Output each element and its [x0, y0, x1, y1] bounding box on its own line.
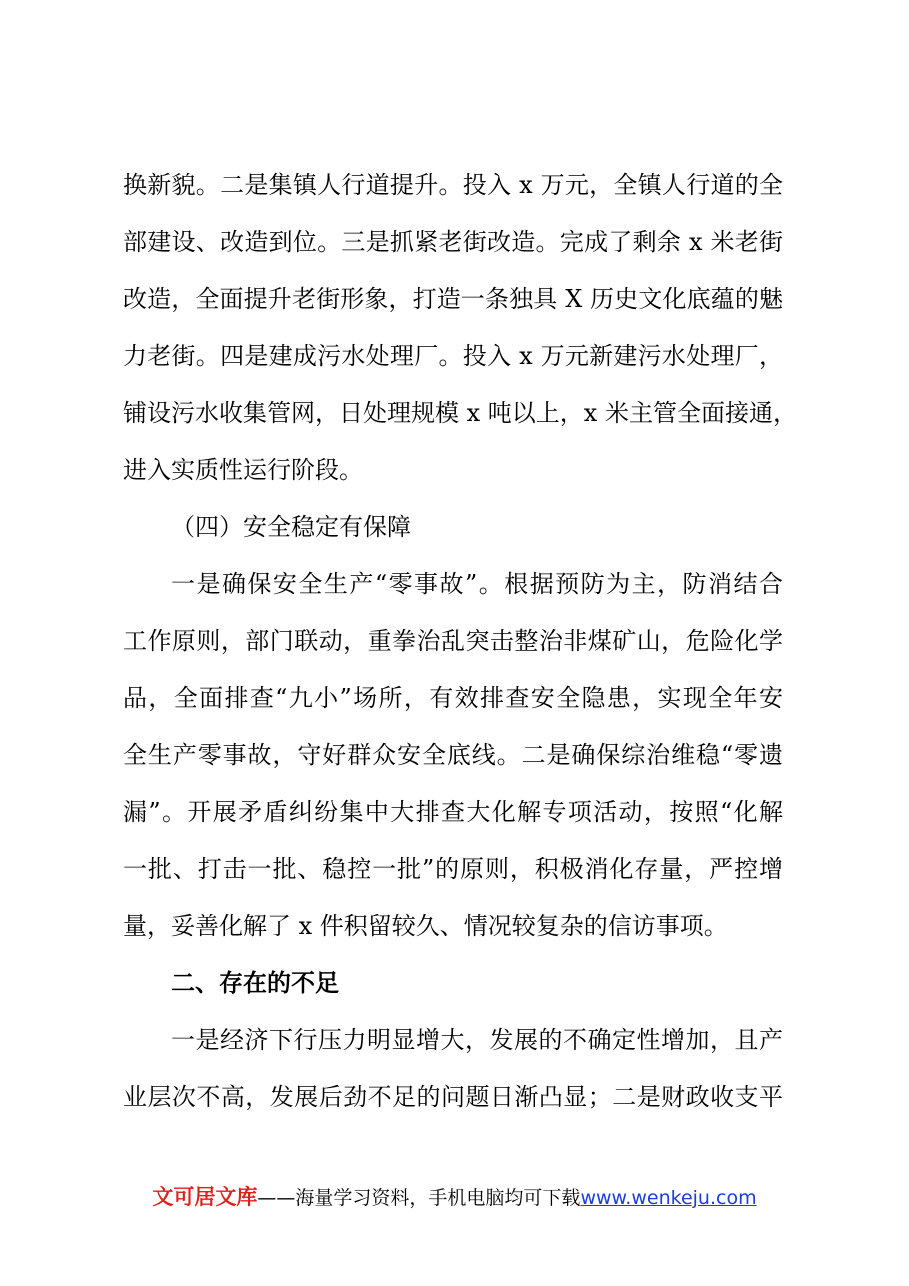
paragraph-line: 铺设污水收集管网，日处理规模 x 吨以上，x 米主管全面接通， — [123, 399, 797, 427]
footer-tagline: ——海量学习资料，手机电脑均可下载 — [257, 1187, 581, 1209]
paragraph-line: 部建设、改造到位。三是抓紧老街改造。完成了剩余 x 米老街 — [123, 228, 783, 256]
footer-brand: 文可居文库 — [152, 1185, 258, 1209]
paragraph-line: 进入实质性运行阶段。 — [123, 456, 363, 484]
part-heading: 二、存在的不足 — [171, 969, 339, 997]
paragraph-line: 量，妥善化解了 x 件积留较久、情况较复杂的信访事项。 — [123, 912, 728, 940]
paragraph-line: 一是经济下行压力明显增大，发展的不确定性增加，且产 — [171, 1026, 783, 1054]
paragraph-line: 工作原则，部门联动，重拳治乱突击整治非煤矿山，危险化学 — [123, 627, 783, 655]
paragraph-line: 一批、打击一批、稳控一批”的原则，积极消化存量，严控增 — [123, 855, 783, 883]
footer-link[interactable]: www.wenkeju.com — [580, 1187, 757, 1209]
section-heading: （四）安全稳定有保障 — [171, 513, 411, 541]
paragraph-line: 力老街。四是建成污水处理厂。投入 x 万元新建污水处理厂， — [123, 342, 783, 370]
paragraph-line: 品，全面排查“九小”场所，有效排查安全隐患，实现全年安 — [123, 684, 783, 712]
paragraph-line: 一是确保安全生产“零事故”。根据预防为主，防消结合 — [171, 570, 783, 598]
paragraph-line: 业层次不高，发展后劲不足的问题日渐凸显；二是财政收支平 — [123, 1083, 783, 1111]
paragraph-line: 全生产零事故，守好群众安全底线。二是确保综治维稳“零遗 — [123, 741, 783, 769]
paragraph-line: 改造，全面提升老街形象，打造一条独具 X 历史文化底蕴的魅 — [123, 285, 783, 313]
paragraph-line: 换新貌。二是集镇人行道提升。投入 x 万元，全镇人行道的全 — [123, 171, 783, 199]
page-footer — [0, 1184, 909, 1211]
paragraph-line: 漏”。开展矛盾纠纷集中大排查大化解专项活动，按照“化解 — [123, 798, 783, 826]
